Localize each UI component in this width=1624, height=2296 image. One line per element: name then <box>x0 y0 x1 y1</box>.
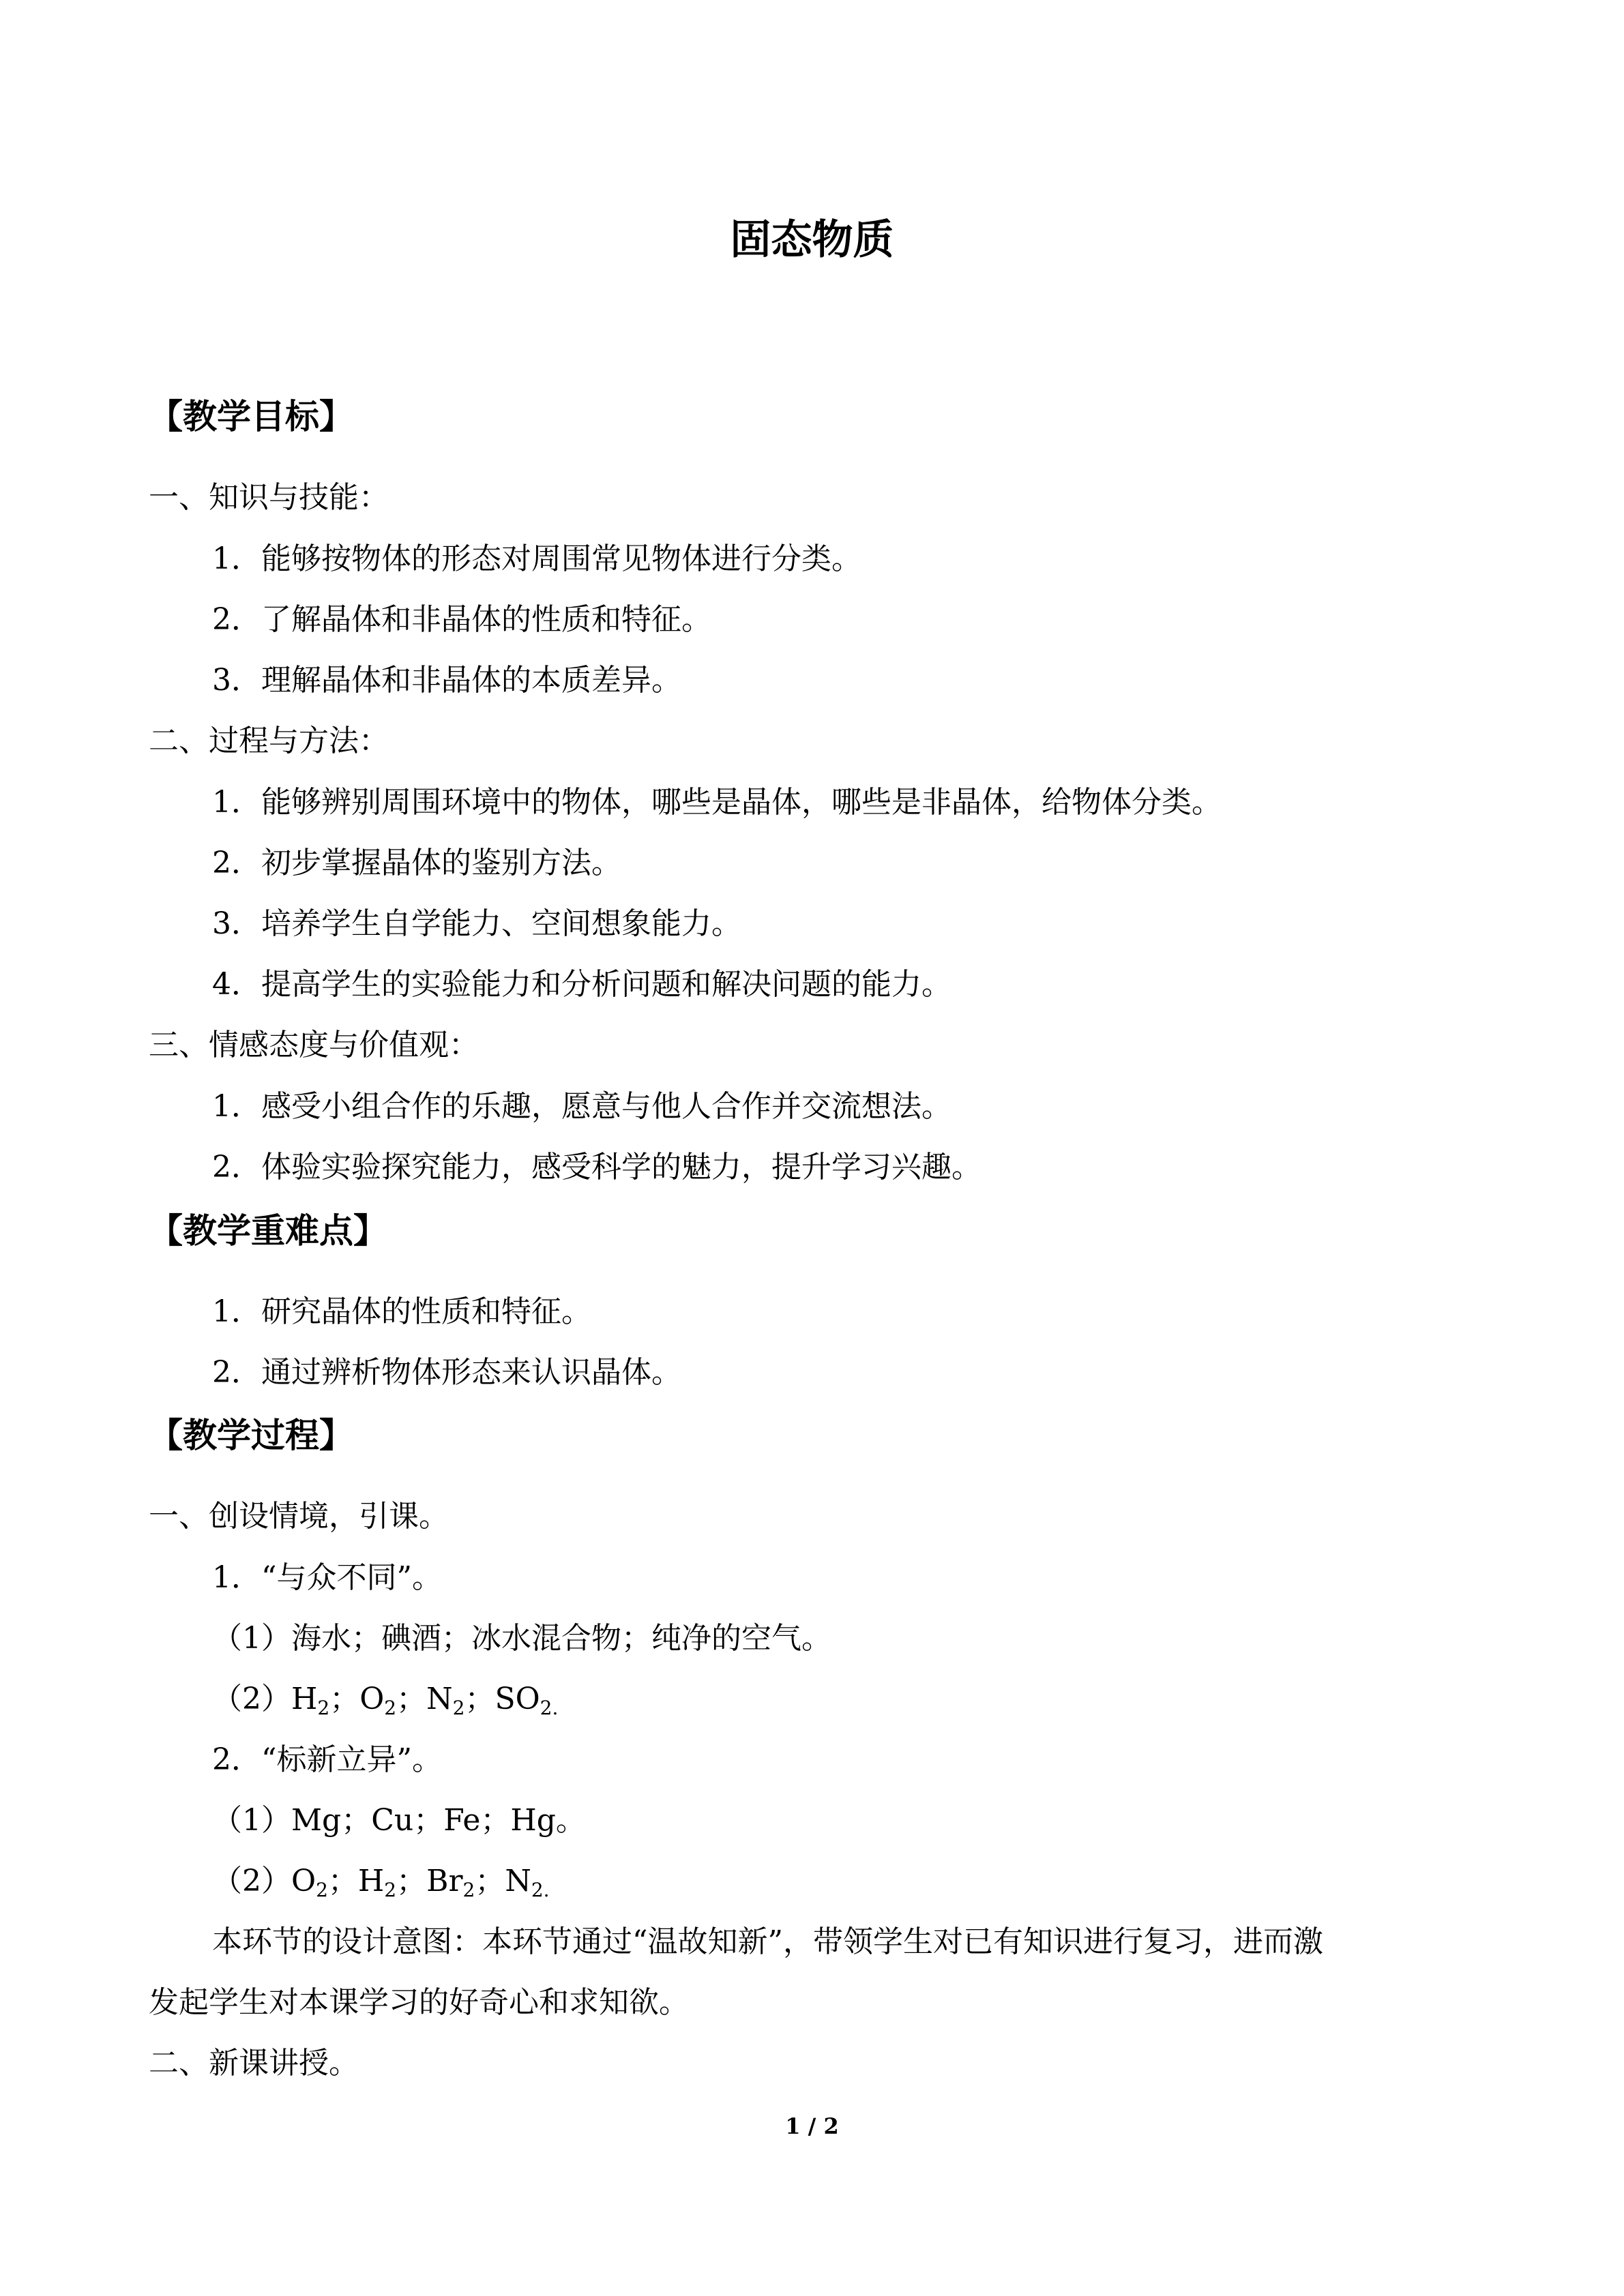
formula-base: N <box>505 1864 531 1898</box>
page-number: 1 / 2 <box>785 2113 839 2139</box>
formula <box>426 1682 495 1719</box>
goals-process-item: 1．能够辨别周围环境中的物体，哪些是晶体，哪些是非晶体，给物体分类。 <box>212 785 1222 820</box>
process-item-1b <box>212 1679 558 1720</box>
process-item-2b <box>212 1861 550 1902</box>
formula-prefix: （2） <box>212 1864 291 1898</box>
goals-knowledge-label: 一、知识与技能： <box>149 480 389 515</box>
formula-separator: ； <box>327 1864 358 1898</box>
design-intent-line: 本环节的设计意图：本环节通过“温故知新”，带领学生对已有知识进行复习，进而激 <box>212 1924 1323 1959</box>
formula-subscript: 2 <box>317 1697 330 1719</box>
goals-knowledge-item: 3．理解晶体和非晶体的本质差异。 <box>212 663 681 698</box>
formula-separator: ； <box>396 1864 427 1898</box>
section-heading-process: 【教学过程】 <box>149 1416 353 1455</box>
formula-subscript: 2. <box>531 1879 550 1901</box>
formula-base: O <box>291 1864 316 1898</box>
formula-subscript: 2 <box>316 1879 328 1901</box>
formula-separator: ； <box>329 1682 360 1716</box>
formula-base: O <box>359 1682 385 1716</box>
formula-base: Br <box>426 1864 463 1898</box>
design-intent-line: 发起学生对本课学习的好奇心和求知欲。 <box>149 1985 689 2020</box>
goals-emotion-item: 2．体验实验探究能力，感受科学的魅力，提升学习兴趣。 <box>212 1150 981 1184</box>
formula <box>494 1682 559 1719</box>
process-part2-label: 二、新课讲授。 <box>149 2046 359 2081</box>
process-item-2a: （1）Mg；Cu；Fe；Hg。 <box>212 1803 586 1838</box>
goals-process-item: 2．初步掌握晶体的鉴别方法。 <box>212 846 621 880</box>
page-title: 固态物质 <box>730 216 894 264</box>
formula-separator: ； <box>396 1682 427 1716</box>
formula <box>291 1682 360 1719</box>
formula-subscript: 2 <box>452 1697 465 1719</box>
formula <box>426 1864 505 1901</box>
formula <box>357 1864 427 1901</box>
formula-subscript: 2 <box>384 1697 397 1719</box>
process-part1-label: 一、创设情境，引课。 <box>149 1499 449 1534</box>
formula-separator: ； <box>464 1682 495 1716</box>
formula-subscript: 2 <box>384 1879 397 1901</box>
formula-base: N <box>426 1682 453 1716</box>
goals-process-item: 4．提高学生的实验能力和分析问题和解决问题的能力。 <box>212 967 951 1002</box>
formula-prefix: （2） <box>212 1682 291 1716</box>
formula-subscript: 2 <box>462 1879 475 1901</box>
formula-subscript: 2. <box>540 1697 559 1719</box>
section-heading-goals: 【教学目标】 <box>149 397 353 436</box>
formula <box>505 1864 550 1901</box>
process-item-1: 1．“与众不同”。 <box>212 1560 442 1595</box>
keypoints-item: 1．研究晶体的性质和特征。 <box>212 1294 591 1329</box>
goals-process-item: 3．培养学生自学能力、空间想象能力。 <box>212 906 741 941</box>
section-heading-keypoints: 【教学重难点】 <box>149 1211 387 1251</box>
goals-emotion-label: 三、情感态度与价值观： <box>149 1028 479 1062</box>
process-item-1a: （1）海水；碘酒；冰水混合物；纯净的空气。 <box>212 1621 831 1656</box>
goals-knowledge-item: 1．能够按物体的形态对周围常见物体进行分类。 <box>212 541 861 576</box>
goals-knowledge-item: 2．了解晶体和非晶体的性质和特征。 <box>212 602 711 637</box>
formula <box>291 1864 358 1901</box>
formula-base: H <box>291 1682 318 1716</box>
goals-emotion-item: 1．感受小组合作的乐趣，愿意与他人合作并交流想法。 <box>212 1089 951 1124</box>
process-item-2: 2．“标新立异”。 <box>212 1742 442 1777</box>
keypoints-item: 2．通过辨析物体形态来认识晶体。 <box>212 1355 681 1390</box>
formula-base: SO <box>494 1682 540 1716</box>
formula <box>359 1682 427 1719</box>
formula-separator: ； <box>475 1864 505 1898</box>
goals-process-label: 二、过程与方法： <box>149 724 389 758</box>
formula-base: H <box>357 1864 385 1898</box>
